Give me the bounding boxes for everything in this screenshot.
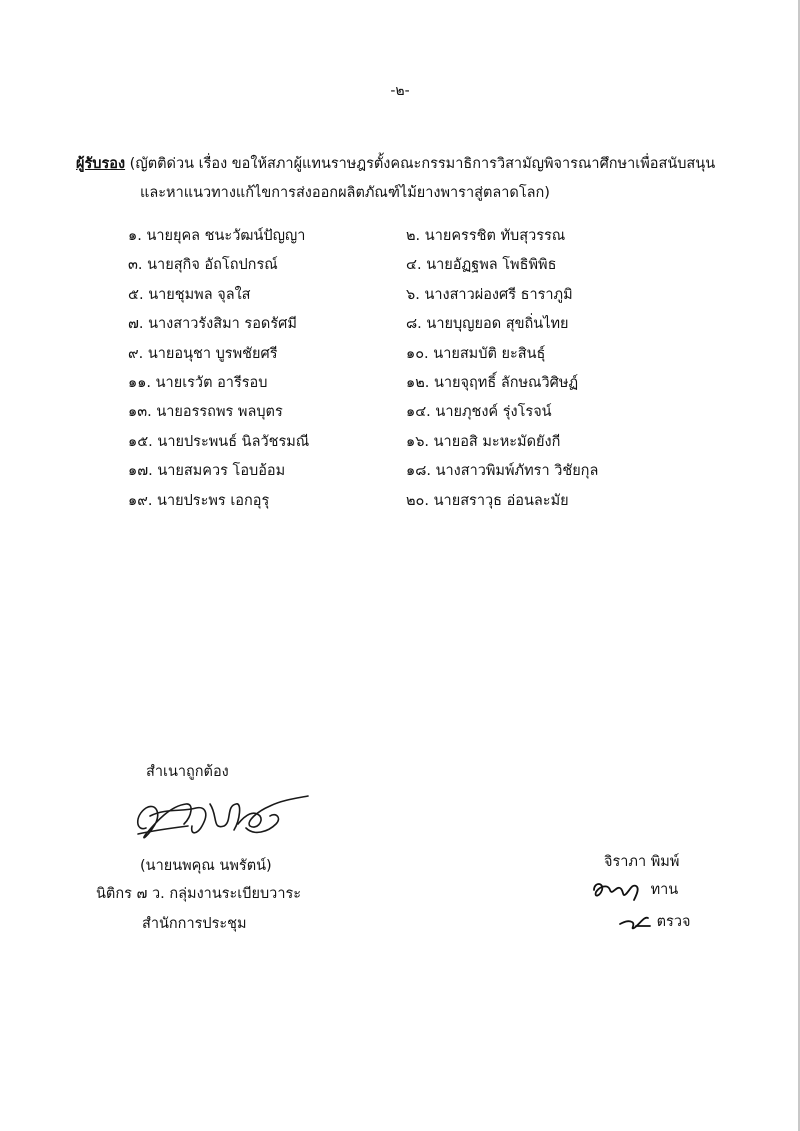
intro-line-2: และหาแนวทางแก้ไขการส่งออกผลิตภัณฑ์ไม้ยางพาราสู่ตลาดโลก): [140, 185, 550, 201]
endorser-number: ๑๘.: [406, 463, 431, 480]
endorser-number: ๑๒.: [406, 374, 430, 391]
endorser-number: ๑๔.: [406, 404, 431, 421]
endorser-name: นายสุกิจ อัถโถปกรณ์: [147, 257, 278, 274]
endorser-item: [128, 253, 406, 282]
endorser-name: นางสาวผ่องศรี ธาราภูมิ: [424, 286, 573, 303]
endorser-item: [406, 342, 688, 371]
handwritten-signature: [126, 786, 316, 852]
checker-line: [618, 910, 690, 933]
endorser-item: [128, 459, 406, 488]
page-number: -๒-: [390, 83, 410, 99]
endorser-name: นายชุมพล จุลใส: [148, 286, 251, 303]
endorser-number: ๑๗.: [128, 463, 153, 480]
certifier-name: (นายนพคุณ นพรัตน์): [140, 858, 272, 874]
endorser-name: นายสมควร โอบอ้อม: [157, 463, 286, 480]
certifier-office: สำนักการประชุม: [142, 916, 247, 932]
endorser-name: นายอสิ มะหะมัดยังกี: [433, 433, 561, 450]
endorser-name: นางสาวพิมพ์ภัทรา วิชัยกุล: [435, 463, 599, 480]
certifier-title: นิติกร ๗ ว. กลุ่มงานระเบียบวาระ: [96, 886, 302, 902]
proofreader-label: ทาน: [650, 882, 679, 898]
endorser-name: นายภุชงค์ รุ่งโรจน์: [435, 404, 552, 421]
endorser-number: ๑๕.: [128, 433, 153, 450]
typist-line: จิราภา พิมพ์: [604, 854, 680, 870]
checker-initials: [618, 912, 652, 932]
endorser-number: ๕.: [128, 286, 144, 303]
endorser-name: นายยุคล ชนะวัฒน์ปัญญา: [146, 228, 306, 244]
endorser-item: [128, 283, 406, 312]
endorser-item: [128, 371, 406, 400]
intro-paragraph: [76, 150, 716, 208]
endorser-number: ๙.: [128, 345, 144, 362]
endorser-name: นายประพร เอกอุรุ: [157, 492, 270, 509]
endorser-number: ๗.: [128, 316, 144, 333]
endorser-name: นายสราวุธ อ่อนละมัย: [433, 492, 569, 509]
endorser-item: [128, 224, 406, 253]
endorser-item: [128, 489, 406, 518]
endorser-number: ๘.: [406, 316, 422, 333]
endorser-item: [406, 312, 688, 341]
endorser-item: [406, 371, 688, 400]
endorser-name: นายสมบัติ ยะสินธุ์: [433, 345, 546, 362]
endorser-item: [406, 224, 688, 253]
endorser-name: นางสาวรังสิมา รอดรัศมี: [148, 316, 297, 333]
intro-heading: ผู้รับรอง: [76, 156, 126, 172]
endorser-name: นายบุญยอด สุขถิ่นไทย: [426, 316, 569, 333]
endorser-name: นายเรวัต อารีรอบ: [155, 374, 268, 391]
endorser-item: [406, 489, 688, 518]
endorser-name: นายประพนธ์ นิลวัชรมณี: [157, 433, 310, 450]
endorser-item: [406, 253, 688, 282]
endorser-number: ๑๙.: [128, 492, 153, 509]
endorser-item: [406, 283, 688, 312]
endorser-number: ๑๑.: [128, 374, 152, 391]
endorser-item: [128, 430, 406, 459]
endorser-number: ๖.: [406, 286, 420, 303]
endorser-number: ๑๐.: [406, 345, 429, 362]
endorser-item: [128, 312, 406, 341]
certified-copy-label: สำเนาถูกต้อง: [146, 764, 229, 780]
endorser-number: ๑.: [128, 228, 142, 244]
endorser-name: นายอนุชา บูรพชัยศรี: [147, 345, 278, 362]
endorser-item: [128, 342, 406, 371]
endorser-number: ๒.: [406, 228, 421, 244]
proofreader-initials: [590, 878, 646, 902]
checker-label: ตรวจ: [656, 914, 691, 930]
intro-line-1: (ญัตติด่วน เรื่อง ขอให้สภาผู้แทนราษฎรตั้งคณะกรรมาธิการวิสามัญพิจารณาศึกษาเพื่อสนับสนุน: [125, 156, 716, 172]
endorser-name: นายอัฏฐพล โพธิพิพิธ: [426, 257, 557, 274]
endorser-item: [128, 400, 406, 429]
endorser-number: ๒๐.: [406, 492, 430, 509]
endorser-item: [406, 430, 688, 459]
endorser-item: [406, 459, 688, 488]
endorser-item: [406, 400, 688, 429]
endorser-list: [128, 224, 688, 518]
endorser-number: ๑๓.: [128, 404, 152, 421]
endorser-name: นายครรชิต ทับสุวรรณ: [424, 228, 566, 244]
endorser-number: ๑๖.: [406, 433, 430, 450]
endorser-number: ๓.: [128, 257, 143, 274]
endorser-name: นายจุฤทธิ์ ลักษณวิศิษฏ์: [433, 374, 579, 391]
endorser-name: นายอรรถพร พลบุตร: [156, 404, 283, 421]
endorser-number: ๔.: [406, 257, 422, 274]
proofreader-line: [590, 878, 678, 902]
